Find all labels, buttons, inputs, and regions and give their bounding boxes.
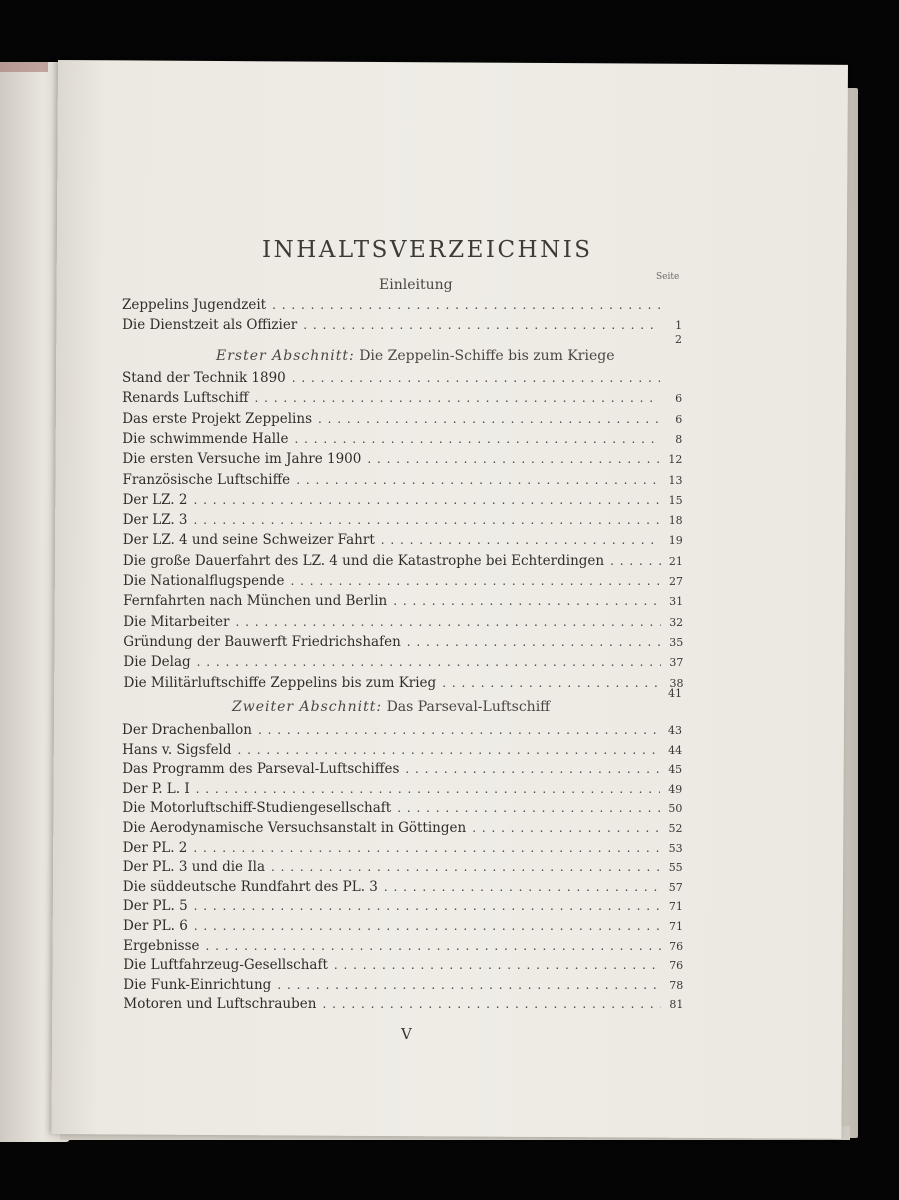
toc-entry [123, 898, 683, 918]
dot-leader [381, 533, 661, 547]
toc-entry-title: Der Drachenballon [122, 722, 252, 738]
dot-leader [393, 594, 661, 608]
section-heading [379, 277, 453, 293]
toc-entry [122, 800, 682, 820]
dot-leader [194, 513, 661, 527]
toc-entry-title: Die Dienstzeit als Offizier [122, 317, 298, 333]
dot-leader [206, 939, 662, 953]
dot-leader [194, 899, 661, 913]
toc-entry-page: 38 [669, 676, 684, 690]
dot-leader [610, 554, 661, 568]
toc-entry-page: 32 [669, 615, 684, 629]
dot-leader [405, 762, 660, 776]
toc-entry-page: 6 [675, 412, 683, 426]
dot-leader [193, 493, 660, 507]
dot-leader [322, 997, 661, 1011]
toc-entry-title: Die Mitarbeiter [123, 613, 230, 630]
toc-entry [122, 390, 682, 410]
toc-entry-title: Die Luftfahrzeug-Gesellschaft [123, 957, 328, 974]
toc-entry-page: 13 [668, 473, 683, 487]
toc-entry [123, 553, 683, 573]
dot-leader [296, 473, 660, 487]
toc-entry-title: Der LZ. 3 [122, 512, 188, 529]
toc-entry [122, 370, 682, 390]
toc-entry-page: 12 [668, 453, 683, 467]
toc-entry [123, 957, 683, 977]
toc-entry [123, 840, 683, 860]
toc-entry-page: 19 [668, 534, 683, 548]
toc-entry-page: 35 [669, 635, 684, 649]
dot-leader [384, 880, 661, 894]
toc-entry [122, 297, 682, 317]
toc-entry [123, 532, 683, 552]
toc-entry-title: Der PL. 2 [122, 839, 188, 856]
toc-entry [123, 918, 683, 938]
toc-entry-title: Gründung der Bauwerft Friedrichshafen [123, 633, 401, 650]
toc-entry [123, 996, 683, 1016]
toc-entry-title: Der PL. 6 [123, 918, 188, 934]
toc-entry-title: Die Nationalflugspende [123, 573, 285, 589]
toc-entry-title: Die ersten Versuche im Jahre 1900 [122, 451, 362, 468]
toc-entry-page: 18 [668, 514, 683, 528]
toc-entry [123, 492, 683, 512]
toc-entry-title: Die Motorluftschiff-Studiengesellschaft [122, 800, 392, 817]
toc-entry [122, 431, 682, 451]
dot-leader [271, 860, 661, 874]
toc-entry-title: Renards Luftschiff [122, 390, 249, 407]
section-heading-text: Die Zeppelin-Schiffe bis zum Kriege [359, 348, 615, 364]
toc-entry-title: Stand der Technik 1890 [122, 370, 286, 386]
toc-entry [123, 512, 683, 532]
toc-entry [123, 614, 683, 634]
toc-entry-title: Die schwimmende Halle [122, 430, 289, 447]
toc-entry-page: 6 [675, 392, 683, 406]
dot-leader [254, 391, 660, 405]
dot-leader [277, 978, 661, 992]
left-page-edge [0, 62, 48, 72]
toc-entry-page: 71 [669, 920, 683, 933]
toc-entry [123, 472, 683, 492]
toc-entry-title: Die Delag [123, 654, 191, 671]
dot-leader [194, 919, 661, 933]
toc-entry [122, 451, 682, 471]
toc-entry-page: 21 [668, 554, 683, 568]
dot-leader [472, 821, 660, 835]
toc-entry-title: Das Programm des Parseval-Luftschiffes [122, 761, 400, 778]
dot-leader [238, 743, 661, 757]
toc-entry-page: 1 [675, 319, 683, 332]
toc-entry-page: 50 [668, 802, 683, 816]
dot-leader [367, 452, 660, 466]
dot-leader [334, 958, 661, 972]
toc-entry-title: Die Aerodynamische Versuchsanstalt in Göttingen [122, 820, 467, 836]
dot-leader [272, 298, 660, 312]
dot-leader [196, 782, 661, 796]
toc-entry-page: 45 [668, 763, 683, 777]
dot-leader [236, 615, 662, 629]
page-title: INHALTSVERZEICHNIS [262, 237, 593, 263]
toc-entry [123, 879, 683, 899]
toc-page-note-number: 2 [675, 333, 682, 346]
dot-leader [292, 371, 660, 385]
dot-leader [290, 574, 661, 588]
dot-leader [258, 723, 660, 737]
toc-trailing-page-number: 41 [668, 686, 682, 700]
toc-entry-title: Der P. L. I [122, 780, 190, 797]
section-heading-italic: Erster Abschnitt: [216, 348, 355, 364]
toc-entry-page: 43 [668, 724, 682, 737]
toc-entry-title: Französische Luftschiffe [122, 471, 291, 488]
toc-entry-page: 78 [669, 978, 684, 992]
toc-entry-page: 27 [669, 575, 683, 588]
toc-entry-title: Die Funk-Einrichtung [123, 976, 272, 993]
toc-entry-title: Die große Dauerfahrt des LZ. 4 und die Katastrophe bei Echterdingen [122, 552, 605, 569]
toc-entry-page: 76 [669, 959, 684, 973]
dot-leader [397, 801, 660, 815]
dot-leader [197, 655, 662, 669]
toc-entry [123, 859, 683, 879]
toc-entry [122, 761, 682, 781]
toc-entry-title: Der LZ. 2 [122, 491, 188, 508]
dot-leader [407, 635, 662, 649]
toc-entry-title: Das erste Projekt Zeppelins [122, 410, 312, 427]
dot-leader [318, 412, 660, 426]
toc-entry [122, 742, 682, 762]
toc-page-note [122, 333, 682, 353]
toc-entry [123, 938, 683, 958]
toc-entry-page: 31 [669, 595, 684, 609]
dot-leader [303, 318, 660, 332]
dot-leader [294, 432, 660, 446]
toc-entry-page: 15 [668, 493, 683, 507]
page-folio: V [401, 1025, 412, 1043]
section-heading-text: Einleitung [379, 277, 453, 293]
page-column-label: Seite [656, 272, 680, 282]
toc-entry-title: Der LZ. 4 und seine Schweizer Fahrt [122, 532, 375, 549]
toc-entry-title: Die süddeutsche Rundfahrt des PL. 3 [122, 878, 378, 895]
toc-entry-title: Zeppelins Jugendzeit [122, 297, 267, 313]
toc-entry [123, 573, 683, 593]
toc-entry-page: 57 [668, 880, 683, 894]
toc-entry-page: 49 [668, 782, 683, 796]
toc-entry [123, 977, 683, 997]
toc-entry-page: 76 [669, 939, 684, 953]
toc-entry-page: 44 [668, 743, 683, 757]
section-heading-text: Das Parseval-Luftschiff [386, 699, 551, 715]
toc-entry [123, 634, 683, 654]
toc-entry-page: 37 [669, 656, 684, 670]
toc-entry [123, 654, 683, 674]
toc-entry-title: Hans v. Sigsfeld [122, 741, 232, 758]
toc-entry-page: 52 [668, 822, 683, 835]
toc-entry-page: 8 [675, 432, 683, 446]
toc-entry-title: Die Militärluftschiffe Zeppelins bis zum Krieg [123, 674, 437, 691]
toc-entry-title: Der PL. 3 und die Ila [122, 859, 266, 876]
dot-leader [193, 841, 660, 855]
toc-entry-page: 55 [668, 861, 683, 875]
toc-entry [123, 820, 683, 840]
toc-entry-title: Der PL. 5 [122, 898, 188, 915]
toc-entry [123, 593, 683, 613]
toc-entry-page: 71 [668, 900, 683, 914]
toc-entry [122, 781, 682, 801]
toc-entry [122, 411, 682, 431]
toc-entry-title: Motoren und Luftschrauben [123, 996, 317, 1013]
section-heading-italic: Zweiter Abschnitt: [232, 699, 383, 715]
toc-entry-page: 53 [668, 841, 683, 855]
toc-entry-title: Fernfahrten nach München und Berlin [123, 593, 388, 610]
section-heading [232, 699, 550, 715]
toc-entry-title: Ergebnisse [123, 937, 200, 954]
toc-entry [122, 722, 682, 742]
toc-entry-page: 81 [669, 998, 684, 1012]
